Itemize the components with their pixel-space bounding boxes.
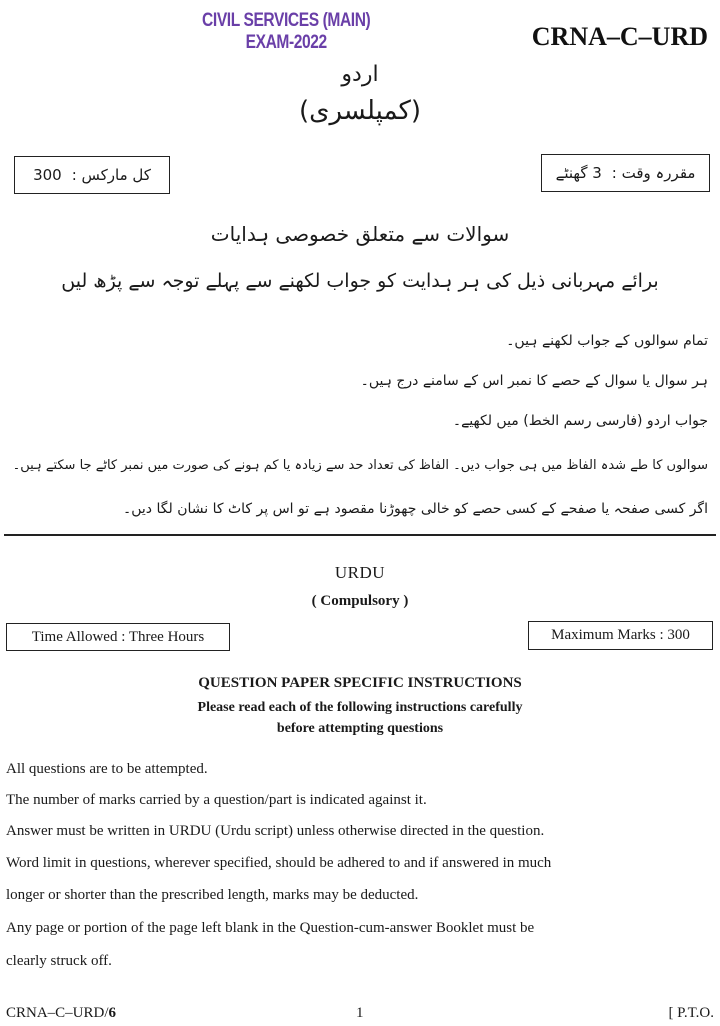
english-instruction: All questions are to be attempted. xyxy=(6,761,208,777)
instructions-heading: QUESTION PAPER SPECIFIC INSTRUCTIONS xyxy=(198,675,522,691)
urdu-marks-value: 300 xyxy=(33,166,62,184)
english-instruction: Any page or portion of the page left blank in the Question-cum-answer Booklet must be xyxy=(6,920,535,936)
urdu-instruction: جواب اردو (فارسی رسم الخط) میں لکھیے۔ xyxy=(452,413,708,429)
urdu-time-value: 3 گھنٹے xyxy=(555,164,602,182)
english-title: URDU xyxy=(334,563,386,582)
english-instruction: Answer must be written in URDU (Urdu script) unless otherwise directed in the question. xyxy=(6,823,545,839)
urdu-time-label: مقررہ وقت : xyxy=(611,164,696,182)
english-subtitle: ( Compulsory ) xyxy=(311,593,409,609)
urdu-title: اردو xyxy=(341,62,379,87)
section-divider xyxy=(4,534,716,536)
urdu-marks-label: کل مارکس : xyxy=(71,166,151,184)
urdu-subheading: برائے مہربانی ذیل کی ہر ہدایت کو جواب لکھنے سے پہلے توجہ سے پڑھ لیں xyxy=(61,270,659,292)
instructions-subheading: Please read each of the following instructions carefully xyxy=(197,700,523,715)
urdu-marks-box xyxy=(14,156,170,194)
english-instruction: clearly struck off. xyxy=(6,953,112,969)
exam-banner: CIVIL SERVICES (MAIN) EXAM-2022 xyxy=(202,10,371,53)
paper-code: CRNA–C–URD xyxy=(531,22,708,51)
urdu-heading: سوالات سے متعلق خصوصی ہدایات xyxy=(210,222,510,246)
footer-code-prefix: CRNA–C–URD/ xyxy=(6,1005,109,1021)
urdu-instruction: اگر کسی صفحہ یا صفحے کے کسی حصے کو خالی چھوڑنا مقصود ہے تو اس پر کاٹ کا نشان لگا دیں۔ xyxy=(123,501,708,517)
page-number: 1 xyxy=(356,1005,364,1021)
pto-marker: [ P.T.O. xyxy=(668,1005,714,1021)
instructions-subheading: before attempting questions xyxy=(276,721,444,736)
footer-code-number: 6 xyxy=(108,1005,117,1021)
urdu-instruction: ہر سوال یا سوال کے حصے کا نمبر اس کے سامنے درج ہیں۔ xyxy=(360,373,708,389)
english-instruction: longer or shorter than the prescribed length, marks may be deducted. xyxy=(6,887,419,903)
time-allowed-box xyxy=(6,623,230,651)
urdu-instruction: سوالوں کا طے شدہ الفاظ میں ہی جواب دیں۔ الفاظ کی تعداد حد سے زیادہ یا کم ہونے کی صورت میں نمبر کاٹے جا سکتے ہیں۔ xyxy=(12,458,708,473)
max-marks-text: Maximum Marks : 300 xyxy=(551,627,690,643)
english-instruction: The number of marks carried by a question/part is indicated against it. xyxy=(6,792,427,808)
urdu-subtitle: (کمپلسری) xyxy=(298,96,422,126)
footer-paper-code xyxy=(6,1005,116,1022)
max-marks-box xyxy=(528,621,713,650)
time-allowed-text: Time Allowed : Three Hours xyxy=(31,628,205,645)
english-instruction: Word limit in questions, wherever specified, should be adhered to and if answered in much xyxy=(6,855,552,871)
urdu-instruction: تمام سوالوں کے جواب لکھنے ہیں۔ xyxy=(506,333,708,349)
urdu-time-box xyxy=(541,154,710,192)
